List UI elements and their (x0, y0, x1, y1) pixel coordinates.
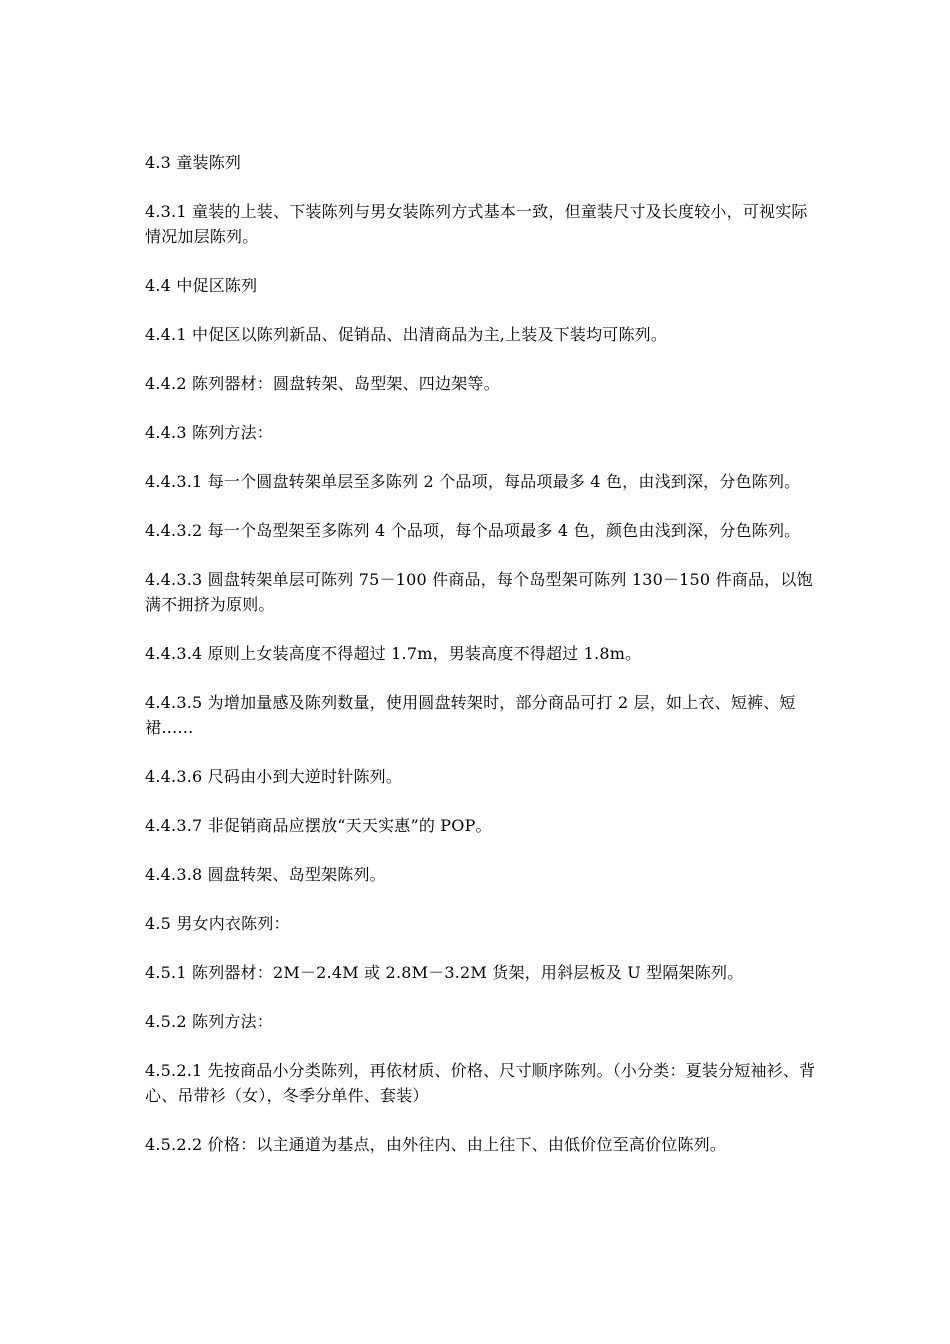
paragraph-4-4-3-5: 4.4.3.5 为增加量感及陈列数量，使用圆盘转架时，部分商品可打 2 层，如上衣、短裤、短裙…… (145, 693, 796, 737)
paragraph-4-5-2: 4.5.2 陈列方法： (145, 1012, 273, 1031)
section-heading-4-4: 4.4 中促区陈列 (145, 276, 258, 295)
paragraph-4-4-1: 4.4.1 中促区以陈列新品、促销品、出清商品为主,上装及下装均可陈列。 (145, 325, 668, 344)
paragraph-4-3-1: 4.3.1 童装的上装、下装陈列与男女装陈列方式基本一致，但童装尺寸及长度较小，可视实际情况加层陈列。 (145, 202, 808, 246)
paragraph-4-4-3-2: 4.4.3.2 每一个岛型架至多陈列 4 个品项，每个品项最多 4 色，颜色由浅到深，分色陈列。 (145, 521, 801, 540)
section-heading-4-3: 4.3 童装陈列 (145, 153, 242, 172)
paragraph-4-5-2-1: 4.5.2.1 先按商品小分类陈列，再依材质、价格、尺寸顺序陈列。（小分类：夏装分短袖衫、背心、吊带衫（女），冬季分单件、套装） (145, 1061, 816, 1105)
paragraph-4-4-3: 4.4.3 陈列方法： (145, 423, 273, 442)
paragraph-4-4-2: 4.4.2 陈列器材：圆盘转架、岛型架、四边架等。 (145, 374, 500, 393)
paragraph-4-5-1: 4.5.1 陈列器材：2M－2.4M 或 2.8M－3.2M 货架，用斜层板及 U 型隔架陈列。 (145, 963, 744, 982)
paragraph-4-4-3-3: 4.4.3.3 圆盘转架单层可陈列 75－100 件商品，每个岛型架可陈列 130－150 件商品，以饱满不拥挤为原则。 (145, 570, 813, 614)
paragraph-4-5-2-2: 4.5.2.2 价格：以主通道为基点，由外往内、由上往下、由低价位至高价位陈列。 (145, 1135, 727, 1154)
paragraph-4-4-3-1: 4.4.3.1 每一个圆盘转架单层至多陈列 2 个品项，每品项最多 4 色，由浅到深，分色陈列。 (145, 472, 801, 491)
section-heading-4-5: 4.5 男女内衣陈列： (145, 914, 290, 933)
paragraph-4-4-3-7: 4.4.3.7 非促销商品应摆放“天天实惠”的 POP。 (145, 816, 492, 835)
paragraph-4-4-3-4: 4.4.3.4 原则上女装高度不得超过 1.7m，男装高度不得超过 1.8m。 (145, 644, 642, 663)
document-body (145, 150, 820, 1181)
paragraph-4-4-3-8: 4.4.3.8 圆盘转架、岛型架陈列。 (145, 865, 386, 884)
paragraph-4-4-3-6: 4.4.3.6 尺码由小到大逆时针陈列。 (145, 767, 403, 786)
